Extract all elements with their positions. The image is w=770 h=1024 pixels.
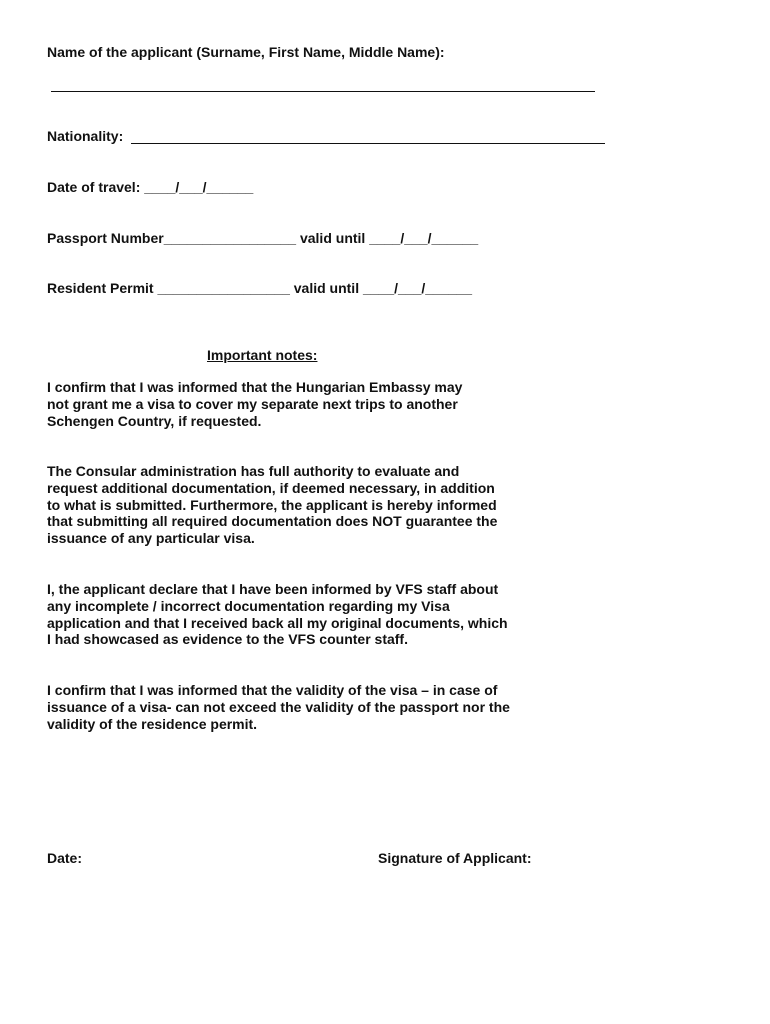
important-notes-heading: Important notes: (207, 347, 318, 363)
date-of-travel-label: Date of travel: (47, 179, 141, 195)
date-label: Date: (47, 850, 83, 866)
resident-permit-row (47, 280, 472, 297)
passport-number-field[interactable]: _________________ (163, 230, 297, 246)
note-paragraph-2: The Consular administration has full authority to evaluate and request additional documentation, if deemed necessary, in addition to what is submitted. Furthermore, the applicant is hereby informed that submitting all required documentation does NOT guarantee the issuance of any particular visa. (47, 463, 498, 547)
note-paragraph-3: I, the applicant declare that I have been informed by VFS staff about any incomplete / incorrect documentation regarding my Visa application and that I received back all my original documents, which I had showcased as evidence to the VFS counter staff. (47, 581, 508, 648)
applicant-name-field[interactable] (51, 91, 595, 92)
date-of-travel-field[interactable]: ____/___/______ (144, 179, 254, 195)
passport-valid-until-field[interactable]: ____/___/______ (369, 230, 479, 246)
date-of-travel-row (47, 179, 253, 196)
note-paragraph-4: I confirm that I was informed that the validity of the visa – in case of issuance of a visa- can not exceed the validity of the passport nor the validity of the residence permit. (47, 682, 510, 732)
resident-valid-until-field[interactable]: ____/___/______ (362, 280, 472, 296)
passport-number-label: Passport Number (47, 230, 164, 246)
resident-permit-field[interactable]: _________________ (157, 280, 290, 296)
passport-valid-until-label: valid until (299, 230, 366, 246)
note-paragraph-1: I confirm that I was informed that the Hungarian Embassy may not grant me a visa to cover my separate next trips to another Schengen Country, if requested. (47, 379, 463, 429)
nationality-field[interactable] (131, 143, 605, 144)
resident-valid-until-label: valid until (293, 280, 360, 296)
passport-row (47, 230, 478, 247)
resident-permit-label: Resident Permit (47, 280, 154, 296)
nationality-label: Nationality: (47, 128, 124, 144)
applicant-name-label: Name of the applicant (Surname, First Name, Middle Name): (47, 44, 445, 60)
signature-label: Signature of Applicant: (378, 850, 532, 866)
